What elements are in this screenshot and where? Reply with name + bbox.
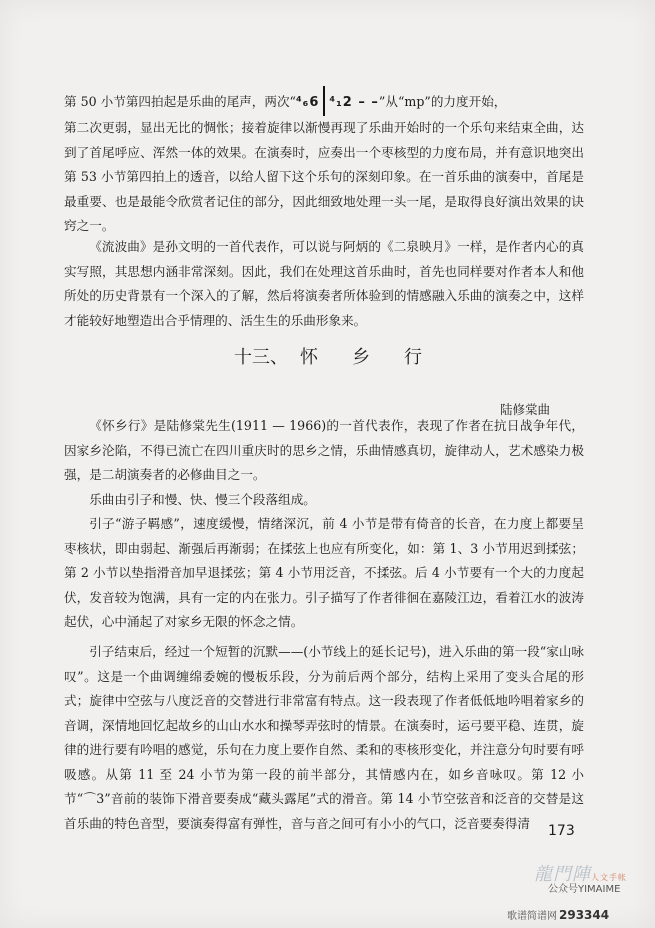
paragraph-liubo xyxy=(64,235,584,333)
paragraph-structure: 乐曲由引子和慢、快、慢三个段落组成。 xyxy=(89,491,316,507)
watermark-site-id: 293344 xyxy=(559,908,610,922)
watermark-site-name: 歌谱简谱网 xyxy=(507,911,557,922)
composer-credit: 陆修棠曲 xyxy=(500,402,551,417)
chapter-title-char: 乡 xyxy=(352,347,370,368)
chapter-number: 十三、 xyxy=(234,347,288,368)
watermark-logo-text: 龍門陣 xyxy=(534,864,591,885)
intro-section xyxy=(64,414,584,635)
watermark-logo-small: 人文手帐 xyxy=(591,873,627,882)
watermark-site xyxy=(507,907,609,922)
page-number: 173 xyxy=(548,823,575,839)
notation-fragment-a: ⁴₆6 xyxy=(295,95,320,110)
paragraph-coda xyxy=(64,86,584,239)
paragraph-huaixiang-intro: 《怀乡行》是陆修棠先生(1911 — 1966)的一首代表作，表现了作者在抗日战争年代，因家乡沦陷，不得已流亡在四川重庆时的思乡之情，乐曲情感真切，旋律动人，艺术感染力极强，是二胡演奏者的必修曲目之一。 xyxy=(64,418,584,482)
paragraph-first-section xyxy=(64,640,584,836)
paragraph-coda-text xyxy=(64,86,584,239)
chapter-title-char: 行 xyxy=(404,347,422,368)
watermark-account: 公众号YIMAIME xyxy=(548,884,621,895)
paragraph-liubo-text: 《流波曲》是孙文明的一首代表作，可以说与阿炳的《二泉映月》一样，是作者内心的真实写照，其思想内涵非常深刻。因此，我们在处理这首乐曲时，首先也同样要对作者本人和他所处的历史背景有一个深入的了解，然后将演奏者所体验到的情感融入乐曲的演奏之中，这样才能较好地塑造出合乎情理的、活生生的乐曲形象来。 xyxy=(64,239,584,328)
paragraph-first-section-text: 引子结束后，经过一个短暂的沉默——(小节线上的延长记号)，进入乐曲的第一段“家山咏叹”。这是一个曲调缠绵委婉的慢板乐段，分为前后两个部分，结构上采用了变头合尾的形式；旋律中空弦与八度泛音的交替进行非常富有特点。这一段表现了作者低低地吟唱着家乡的音调，深情地回忆起故乡的山山水水和操琴弄弦时的情景。在演奏时，运弓要平稳、连贯，旋律的进行要有吟唱的感觉，乐句在力度上要作自然、柔和的枣核形变化，并注意分句时要有呼吸感。从第 11 至 24 小节为第一段的前半部分，其情感内在，如乡音咏叹。第 12 小节“⌒3”音前的装饰下滑音要奏成“藏头露尾”式的滑音。第 14 小节空弦音和泛音的交替是这首乐曲的特色音型，要演奏得富有弹性，音与音之间可有小小的气口，泛音要奏得清 xyxy=(64,644,585,831)
paragraph-introduction-analysis: 引子“游子羁感”，速度缓慢，情绪深沉，前 4 小节是带有倚音的长音，在力度上都要呈枣核状，即由弱起、渐强后再渐弱；在揉弦上也应有所变化，如：第 1、3 小节用迟到揉弦；第 2 小节以垫指滑音加早退揉弦；第 4 小节用泛音，不揉弦。后 4 小节要有一个大的力度起伏，发音较为饱满，具有一定的内在张力。引子描写了作者徘徊在嘉陵江边，看着江水的波涛起伏，心中涌起了对家乡无限的怀念之情。 xyxy=(64,516,584,629)
coda-text-after: ”从“mp”的力度开始， xyxy=(378,94,507,109)
notation-fragment-b: ⁴₁2 – – xyxy=(329,95,379,110)
chapter-heading xyxy=(234,343,422,369)
bar-line xyxy=(323,86,325,116)
chapter-title-char: 怀 xyxy=(300,347,318,368)
coda-text-rest: 第二次更弱，显出无比的惆怅；接着旋律以渐慢再现了乐曲开始时的一个乐句来结束全曲，达到了首尾呼应、浑然一体的效果。在演奏时，应奏出一个枣核型的力度布局，并有意识地突出第 53 小节第四拍上的透音，以给人留下这个乐句的深刻印象。在一首乐曲的演奏中，首尾是最重要、也是最能令欣赏者记住的部分，因此细致地处理一头一尾，是取得良好演出效果的诀窍之一。 xyxy=(64,120,584,233)
coda-text-before: 第 50 小节第四拍起是乐曲的尾声，两次“ xyxy=(64,94,296,109)
coda-first-line xyxy=(64,86,584,116)
